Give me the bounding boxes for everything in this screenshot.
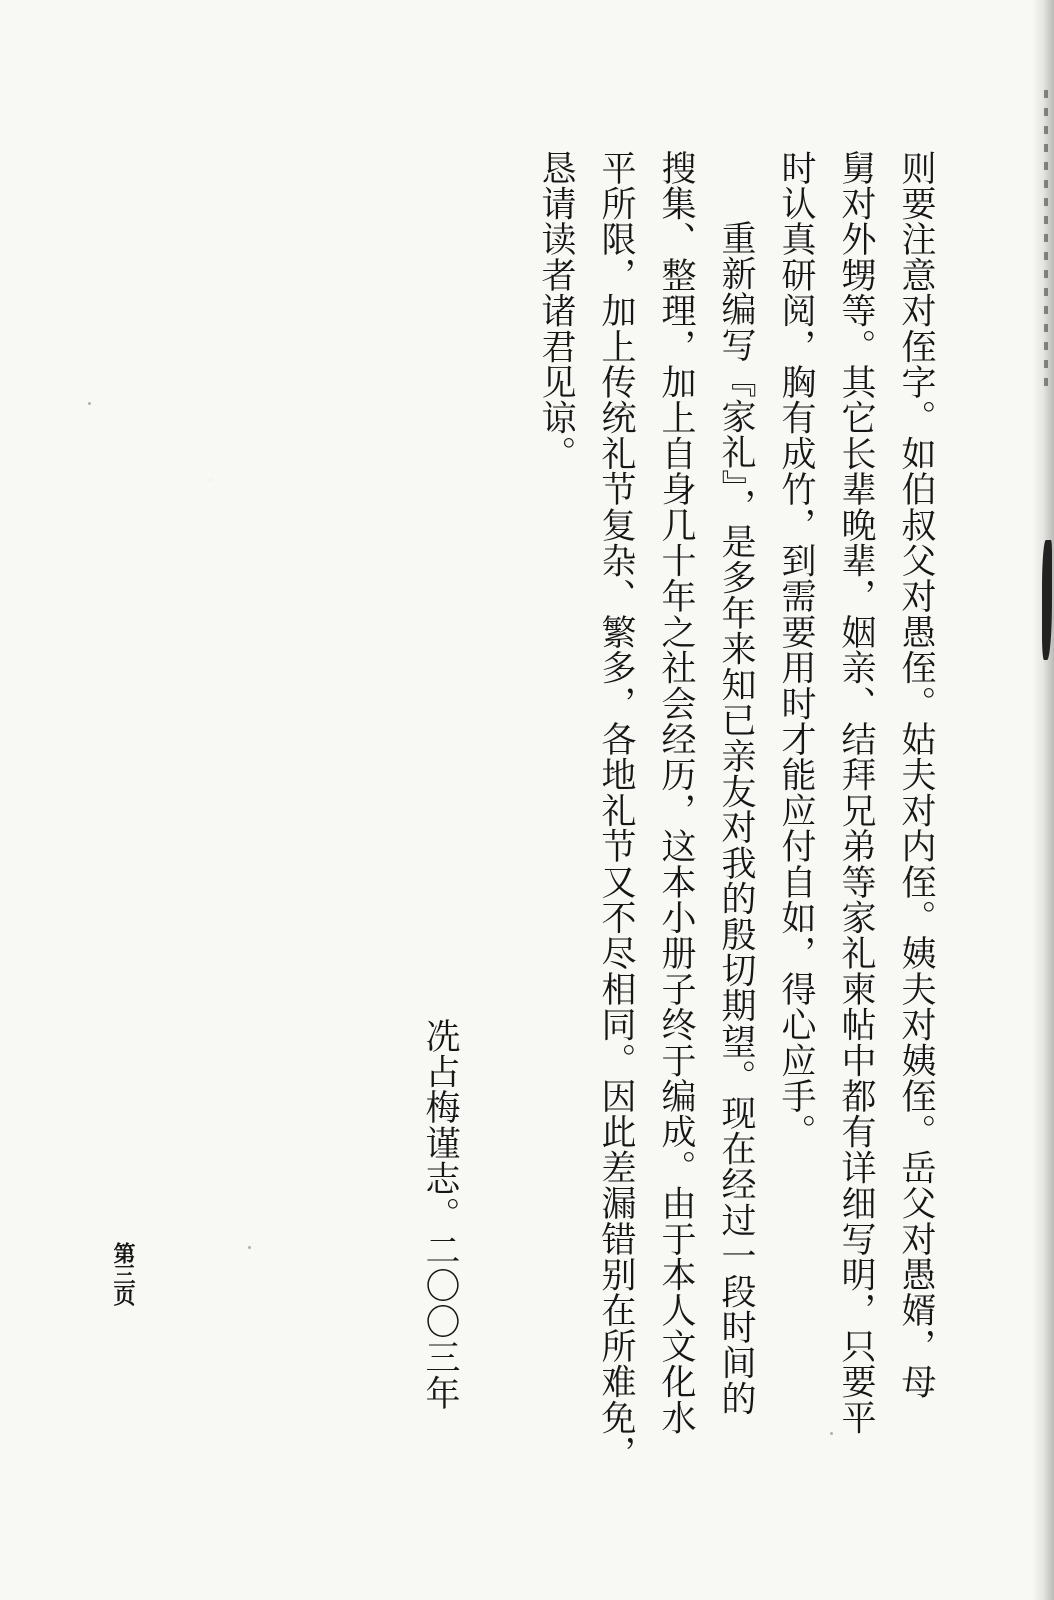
torn-page-edge: [1032, 0, 1054, 1600]
text-column-4: 重新编写『家礼』，是多年来知已亲友对我的殷切期望。现在经过一段时间的: [716, 220, 756, 1417]
paper-speck: [248, 1246, 251, 1249]
text-column-2: 舅对外甥等。其它长辈晚辈，姻亲、结拜兄弟等家礼柬帖中都有详细写明，只要平: [836, 150, 876, 1436]
page-number: 第三页: [110, 1242, 136, 1305]
text-column-7: 恳请读者诸君见谅。: [536, 150, 576, 472]
text-column-6: 平所限，加上传统礼节复杂、繁多，各地礼节又不尽相同。因此差漏错别在所难免，: [596, 150, 636, 1471]
paper-speck: [88, 402, 91, 405]
text-column-3: 时认真研阅，胸有成竹，到需要用时才能应付自如，得心应手。: [776, 150, 816, 1150]
paper-speck: [830, 1432, 833, 1435]
text-column-1: 则要注意对侄字。如伯叔父对愚侄。姑夫对内侄。姨夫对姨侄。岳父对愚婿，母: [896, 150, 936, 1400]
signature-date: 冼占梅谨志。二〇〇三年: [420, 1018, 460, 1411]
text-column-5: 搜集、整理，加上自身几十年之社会经历，这本小册子终于编成。由于本人文化水: [656, 150, 696, 1436]
